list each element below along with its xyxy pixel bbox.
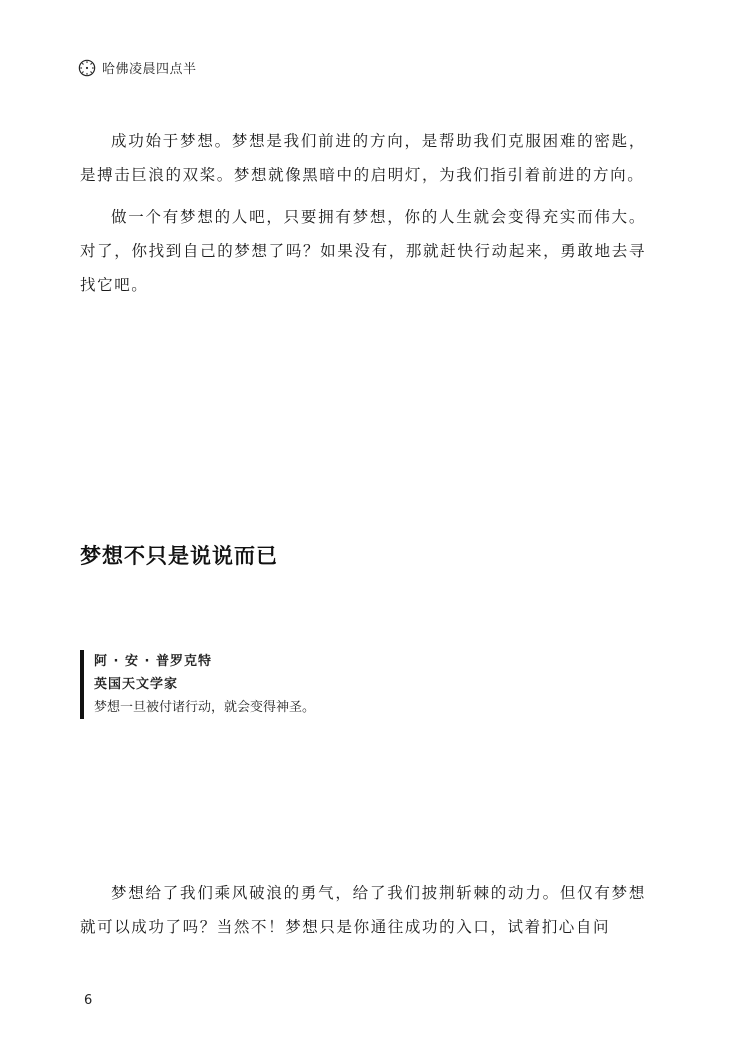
quote-text: 梦想一旦被付诸行动，就会变得神圣。 xyxy=(94,700,316,715)
intro-section xyxy=(80,124,646,310)
running-header xyxy=(78,58,197,77)
clock-icon xyxy=(78,59,96,77)
paragraph: 梦想给了我们乘风破浪的勇气，给了我们披荆斩棘的动力。但仅有梦想就可以成功了吗？当然不！梦想只是你通往成功的入口，试着扪心自问 xyxy=(80,884,646,936)
book-title: 哈佛凌晨四点半 xyxy=(102,62,197,77)
quote-author: 阿 · 安 · 普罗克特 xyxy=(94,654,212,669)
page-number: 6 xyxy=(84,993,93,1008)
body-section xyxy=(80,876,646,952)
paragraph: 成功始于梦想。梦想是我们前进的方向，是帮助我们克服困难的密匙，是搏击巨浪的双桨。梦想就像黑暗中的启明灯，为我们指引着前进的方向。 xyxy=(80,132,646,184)
paragraph: 做一个有梦想的人吧，只要拥有梦想，你的人生就会变得充实而伟大。对了，你找到自己的梦想了吗？如果没有，那就赶快行动起来，勇敢地去寻找它吧。 xyxy=(80,208,646,294)
section-heading: 梦想不只是说说而已 xyxy=(80,544,278,568)
quote-author-title: 英国天文学家 xyxy=(94,677,179,692)
epigraph-quote xyxy=(80,650,315,719)
